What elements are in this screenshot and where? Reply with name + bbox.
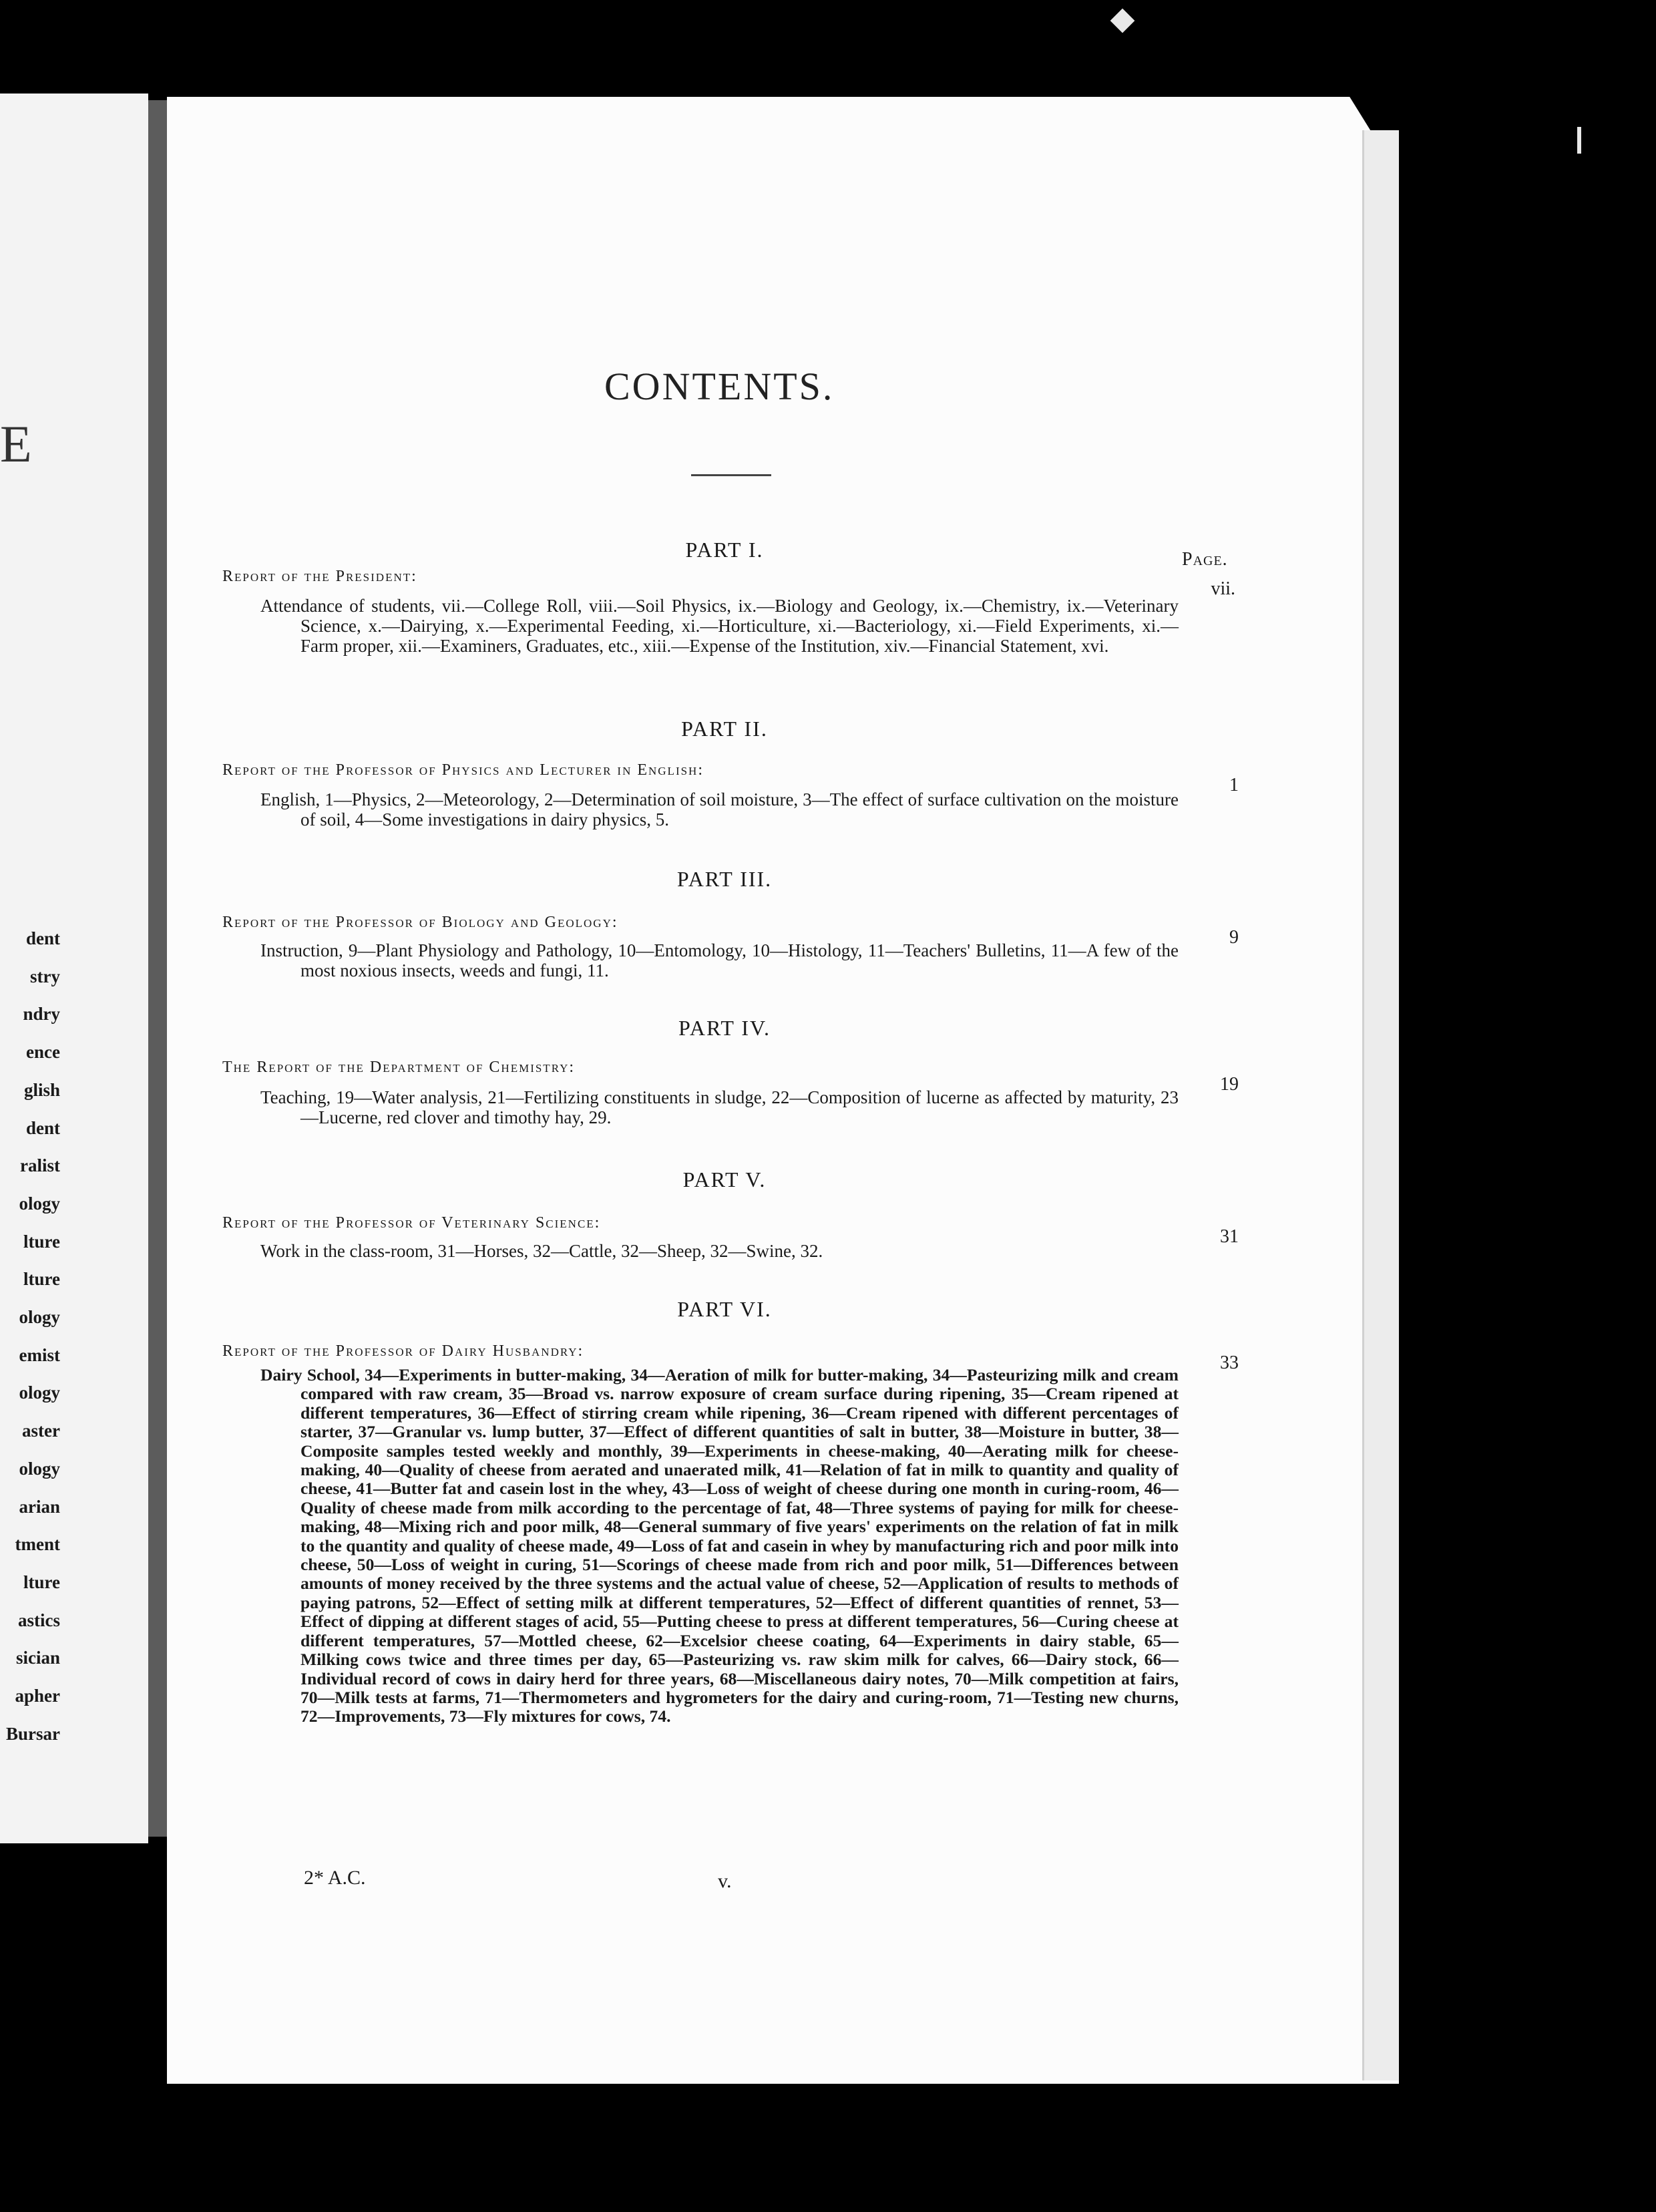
entry-text: Work in the class-room, 31—Horses, 32—Cattle, 32—Sheep, 32—Swine, 32.	[260, 1241, 823, 1261]
report-heading: Report of the Professor of Biology and Geology:	[222, 914, 618, 931]
left-page-fragment: apher	[15, 1686, 60, 1706]
part-heading: PART I.	[685, 538, 764, 562]
left-page-fragment: ndry	[23, 1004, 60, 1025]
left-page-fragment: emist	[19, 1344, 60, 1365]
part-heading: PART III.	[676, 867, 773, 891]
left-page-fragment: ology	[19, 1458, 60, 1479]
report-heading: Report of the President:	[222, 568, 417, 585]
left-page-fragment: stry	[30, 966, 60, 986]
report-heading: Report of the Professor of Veterinary Science:	[222, 1214, 601, 1232]
entry-page-number: 9	[1229, 927, 1239, 948]
speck	[1110, 9, 1135, 33]
left-page-fragment: ralist	[20, 1155, 60, 1176]
entry-page-number: 1	[1229, 775, 1239, 795]
left-page-fragment: lture	[23, 1269, 60, 1290]
page-column-header: Page.	[1182, 549, 1228, 570]
left-page-fragment: dent	[25, 928, 60, 948]
left-page-fragment: glish	[23, 1079, 60, 1100]
left-page-fragment: astics	[18, 1610, 60, 1630]
page-edge	[1362, 130, 1399, 2080]
left-page-fragment: sician	[15, 1648, 60, 1668]
part-heading: PART V.	[682, 1167, 767, 1191]
title-rule	[691, 474, 771, 476]
part-heading: PART II.	[681, 717, 768, 741]
left-page-fragment: ology	[19, 1382, 60, 1403]
entry-page-number: 31	[1220, 1226, 1239, 1247]
book-gutter	[148, 100, 167, 1837]
left-page-fragment: ence	[26, 1042, 60, 1063]
report-heading: Report of the Professor of Physics and Lecturer in English:	[222, 761, 704, 779]
left-page-fragment: ology	[19, 1193, 60, 1214]
part-heading: PART IV.	[678, 1016, 771, 1040]
left-page-fragment: arian	[19, 1496, 60, 1517]
page-folio: v.	[718, 1870, 732, 1892]
report-heading: Report of the Professor of Dairy Husbandry:	[222, 1342, 584, 1360]
speck	[1577, 127, 1581, 154]
page-title: CONTENTS.	[604, 365, 835, 408]
part-heading: PART VI.	[677, 1297, 772, 1321]
signature-mark: 2* A.C.	[304, 1867, 366, 1889]
entry-text: Teaching, 19—Water analysis, 21—Fertilizing constituents in sludge, 22—Composition of lucerne as affected by maturity, 23—Lucerne, red clover and timothy hay, 29.	[260, 1087, 1179, 1127]
entry-text: Dairy School, 34—Experiments in butter-making, 34—Aeration of milk for butter-making, 34—Pasteurizing milk and cream compared with raw cream, 35—Broad vs. narrow exposure of cream surface during ripening, 35—Cream ripened at different temperatures, 36—Effect of stirring cream while ripening, 36—Cream ripened with different percentages of starter, 37—Granular vs. lump butter, 37—Effect of different quantities of salt in butter, 38—Moisture in butter, 38—Composite samples tested weekly and monthly, 39—Experiments in cheese-making, 40—Aerating milk for cheese-making, 40—Quality of cheese from aerated and unaerated milk, 41—Relation of fat in milk to quantity and quality of cheese, 41—Butter fat and casein lost in the whey, 43—Loss of weight of cheese during one month in curing-room, 46—Quality of cheese made from milk according to the percentage of fat, 48—Three systems of paying for milk for cheese-making, 48—Mixing rich and poor milk, 48—General summary of five years' experiments on the relation of fat in milk to the quantity and quality of cheese made, 49—Loss of fat and casein in whey by manufacturing rich and poor milk into cheese, 50—Loss of weight in curing, 51—Scorings of cheese made from rich and poor milk, 51—Differences between amounts of money received by the three systems and the actual value of cheese, 52—Application of results to methods of paying patrons, 52—Effect of setting milk at different temperatures, 52—Effect of different quantities of rennet, 53—Effect of dipping at different stages of acid, 55—Putting cheese to press at different temperatures, 56—Curing cheese at different temperatures, 57—Mottled cheese, 62—Excelsior cheese coating, 64—Experiments in dairy stable, 65—Milking cows twice and three times per day, 65—Pasteurizing vs. raw skim milk for calves, 66—Dairy stock, 66—Individual record of cows in dairy herd for three years, 68—Miscellaneous dairy notes, 70—Milk competition at fairs, 70—Milk tests at farms, 71—Thermometers and hygrometers for the dairy and curing-room, 71—Testing new churns, 72—Improvements, 73—Fly mixtures for cows, 74.	[260, 1365, 1179, 1726]
entry-page-number: vii.	[1211, 578, 1235, 599]
left-page-fragment: Bursar	[6, 1723, 60, 1744]
left-page-fragment: lture	[23, 1231, 60, 1252]
left-page-fragment: tment	[15, 1534, 60, 1555]
entry-page-number: 33	[1220, 1352, 1239, 1373]
left-page-fragment: ology	[19, 1307, 60, 1327]
entry-page-number: 19	[1220, 1074, 1239, 1095]
entry-text: Instruction, 9—Plant Physiology and Pathology, 10—Entomology, 10—Histology, 11—Teachers' Bulletins, 11—A few of the most noxious insects, weeds and fungi, 11.	[260, 940, 1179, 980]
left-page-fragment: dent	[25, 1117, 60, 1138]
entry-text: Attendance of students, vii.—College Roll, viii.—Soil Physics, ix.—Biology and Geology, ix.—Chemistry, ix.—Veterinary Science, x.—Dairying, x.—Experimental Feeding, xi.—Horticulture, xi.—Bacteriology, xi.—Field Experiments, xi.—Farm proper, xii.—Examiners, Graduates, etc., xiii.—Expense of the Institution, xiv.—Financial Statement, xvi.	[260, 596, 1179, 656]
left-page-fragment: aster	[22, 1421, 60, 1441]
report-heading: The Report of the Department of Chemistry:	[222, 1059, 576, 1076]
entry-text: English, 1—Physics, 2—Meteorology, 2—Determination of soil moisture, 3—The effect of surface cultivation on the moisture of soil, 4—Some investigations in dairy physics, 5.	[260, 789, 1179, 830]
left-page-letter: E	[0, 415, 32, 473]
left-page-fragment: lture	[23, 1572, 60, 1592]
